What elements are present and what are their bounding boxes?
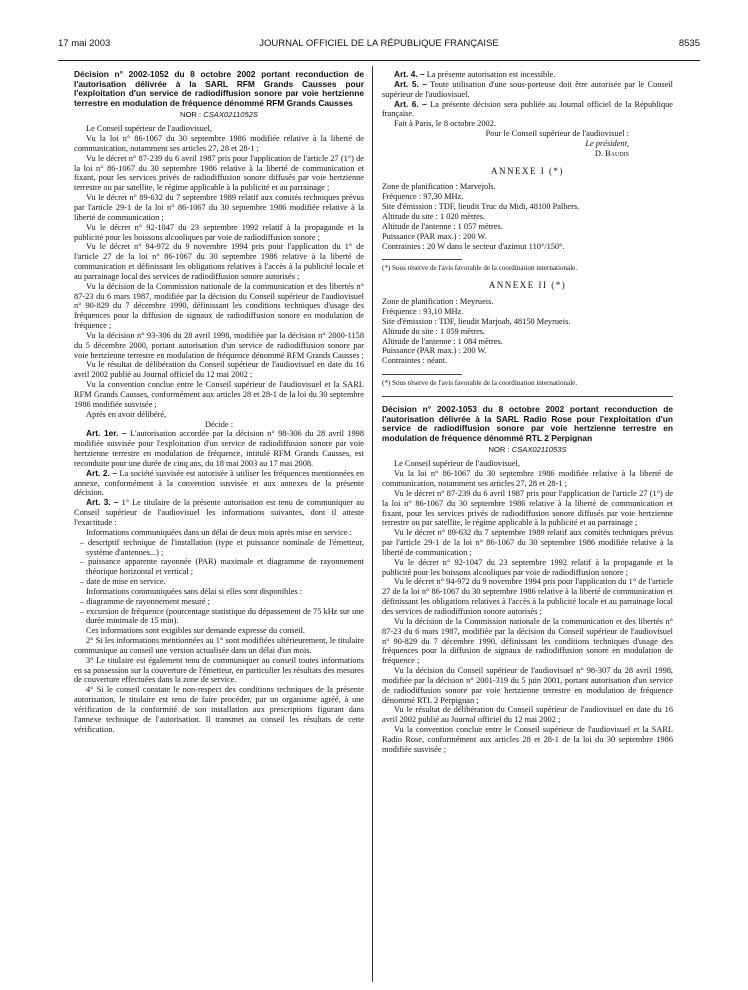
visa-paragraph: Vu le décret n° 87-239 du 6 avril 1987 pris pour l'application de l'article 27 (1°) de la loi n° 86-1067 du 30 septembre 1986 relative à la liberté de communication et fixant, pour les services privés de radiodiffusion sonore diffusés par voie hertzienne terrestre ou par satellite, le régime applicable à la publicité et au parrainage ; xyxy=(74,153,364,193)
nor-code: CSAX0211052S xyxy=(203,110,258,120)
paragraph: 3° Le titulaire est également tenu de communiquer au conseil toutes informations en sa possession sur la couverture de l'émetteur, en particulier les résultats des mesures de couverture effectuées dans la zone de service. xyxy=(74,655,364,685)
visa-paragraph: Vu le décret n° 92-1047 du 23 septembre 1992 relatif à la propagande et la publicité pour les boissons alcooliques par voie de radiodiffusion sonore ; xyxy=(382,557,673,577)
article-3 xyxy=(74,498,364,528)
header-journal-title: JOURNAL OFFICIEL DE LA RÉPUBLIQUE FRANÇAISE xyxy=(259,38,499,49)
info-heading: Informations communiquées sans délai si elles sont disponibles : xyxy=(86,586,302,596)
article-text: Toute utilisation d'une sous-porteuse doit être autorisée par le Conseil supérieur de l'audiovisuel. xyxy=(382,79,674,99)
annexe-line: Zone de planification : Marvejols. xyxy=(382,182,496,192)
paragraph: 4° Si le conseil constate le non-respect des conditions techniques de la présente autorisation, le titulaire est tenu de faire procéder, par un organisme agréé, à une vérification de la conformité de son installation aux prescriptions figurant dans l'annexe technique de l'autorisation. Il transmet au conseil les résultats de cette vérification. xyxy=(74,685,364,734)
article-label: Art. 5. – xyxy=(394,78,427,89)
decision-title: Décision n° 2002-1052 du 8 octobre 2002 portant reconduction de l'autorisation délivrée à la SARL RFM Grands Causses pour l'exploitation d'un service de radiodiffusion sonore par voie hertzienne terrestre en modulation de fréquence dénommé RFM Grands Causses xyxy=(74,69,364,108)
header-rule xyxy=(58,60,700,61)
visa-paragraph: Vu la décision du Conseil supérieur de l'audiovisuel n° 98-307 du 28 avril 1998, modifiée par la décision n° 2001-319 du 5 juin 2001, portant autorisation d'un service de radiodiffusion sonore par voie hertzienne terrestre en modulation de fréquence dénommé RTL 2 Perpignan ; xyxy=(382,666,673,705)
right-column xyxy=(382,70,673,755)
annexe-line: Puissance (PAR max.) : 200 W. xyxy=(382,231,487,241)
info-heading: Informations communiquées dans un délai de deux mois après mise en service : xyxy=(86,527,353,537)
section-divider xyxy=(382,396,673,397)
header-date: 17 mai 2003 xyxy=(58,38,111,49)
nor-label: NOR : xyxy=(180,110,202,120)
visa-paragraph: Vu la décision n° 93-306 du 28 avril 1998, modifiée par la décision n° 2000-1158 du 5 décembre 2000, portant autorisation d'un service de radiodiffusion sonore par voie hertzienne terrestre en modulation de fréquence dénommé RFM Grands Causses ; xyxy=(74,330,364,360)
visa-paragraph: Vu le décret n° 92-1047 du 23 septembre 1992 relatif à la propagande et la publicité pour les boissons alcooliques par voie de radiodiffusion sonore ; xyxy=(74,222,364,242)
annexe-line: Contraintes : 20 W dans le secteur d'azimut 110°/150°. xyxy=(382,241,565,251)
annexe-1-lines xyxy=(382,182,673,251)
annexe-line: Fréquence : 93,10 MHz. xyxy=(382,307,464,317)
nor-label: NOR : xyxy=(488,445,510,455)
article-2 xyxy=(74,469,364,499)
visa-paragraph: Vu le décret n° 89-632 du 7 septembre 1989 relatif aux comités techniques prévus par l'article 29-1 de la loi n° 86-1067 du 30 septembre 1986 modifiée relative à la liberté de communication ; xyxy=(382,528,673,557)
annexe-line: Zone de planification : Meyrueis. xyxy=(382,297,494,307)
visas-list xyxy=(74,124,364,419)
visa-paragraph: Après en avoir délibéré, xyxy=(86,409,167,419)
info-list xyxy=(74,597,364,627)
visas-list-2 xyxy=(382,459,673,754)
visa-paragraph: Vu le décret n° 94-972 du 9 novembre 1994 pris pour l'application du 1° de l'article 27 de la loi n° 86-1067 du 30 septembre 1986 relative à la liberté de communication et définissant les obligations relatives à l'accès à la publicité locale et au parrainage local des services de radiodiffusion sonore autorisés ; xyxy=(74,242,364,281)
page-header xyxy=(58,38,700,52)
visa-paragraph: Vu la loi n° 86-1067 du 30 septembre 1986 modifiée relative à la liberté de communication, notamment ses articles 27, 28 et 28-1 ; xyxy=(74,134,364,153)
nor-code: CSAX0211053S xyxy=(511,445,567,455)
closing-paragraphs xyxy=(74,626,364,734)
annexe-line: Site d'émission : TDF, lieudit Truc du Midi, 48100 Palhers. xyxy=(382,202,580,212)
visa-paragraph: Vu le décret n° 94-972 du 9 novembre 1994 pris pour l'application du 1° de l'article 27 de la loi n° 86-1067 du 30 septembre 1986 relative à la liberté de communication et définissant les obligations relatives à l'accès à la publicité locale et au parrainage local des services de radiodiffusion sonore autorisés ; xyxy=(382,577,673,616)
decide-heading: Décide : xyxy=(204,419,234,429)
annexe-line: Site d'émission : TDF, lieudit Marjoab, 48150 Meyrueis. xyxy=(382,316,571,326)
visa-paragraph: Le Conseil supérieur de l'audiovisuel, xyxy=(394,459,520,469)
signature-line: Pour le Conseil supérieur de l'audiovisuel : xyxy=(485,129,629,139)
visa-paragraph: Vu la décision de la Commission nationale de la communication et des libertés n° 87-23 du 6 mars 1987, modifiée par la décision du Conseil supérieur de l'audiovisuel n° 90-829 du 7 décembre 1990, définissant les conditions techniques d'usage des fréquences pour la diffusion de signaux de radiodiffusion sonore en modulation de fréquence ; xyxy=(74,281,364,331)
annexe-line: Altitude de l'antenne : 1 057 mètres. xyxy=(382,221,503,231)
annexe-line: Altitude du site : 1 059 mètres. xyxy=(382,326,486,336)
signature-name: D. Baudis xyxy=(594,148,629,158)
visa-paragraph: Vu la convention conclue entre le Conseil supérieur de l'audiovisuel et la SARL RFM Grands Causses, conformément aux articles 28 et 28-1 de la loi du 30 septembre 1986 modifiée susvisée ; xyxy=(74,380,364,409)
annexe-1-note: (*) Sous réserve de l'avis favorable de la coordination internationale. xyxy=(382,264,578,273)
visa-paragraph: Vu la loi n° 86-1067 du 30 septembre 1986 modifiée relative à la liberté de communication, notamment ses articles 27, 28 et 28-1 ; xyxy=(382,469,673,488)
header-page-number: 8535 xyxy=(678,38,700,49)
list-item: – puissance apparente rayonnée (PAR) maximale et diagramme de rayonnement théorique horizontal et vertical ; xyxy=(80,557,364,577)
column-separator xyxy=(372,66,373,982)
paragraph: 2° Si les informations mentionnées au 1° sont modifiées ultérieurement, le titulaire communique au conseil une version actualisée dans un délai d'un mois. xyxy=(74,636,364,655)
list-item: – descriptif technique de l'installation (type et puissance nominale de l'émetteur, système d'antennes...) ; xyxy=(80,537,364,557)
list-item: – diagramme de rayonnement mesuré ; xyxy=(80,596,210,606)
left-column xyxy=(74,70,364,735)
article-1 xyxy=(74,429,364,468)
paragraph: Ces informations sont exigibles sur demande expresse du conseil. xyxy=(86,626,305,636)
article-label: Art. 1er. – xyxy=(86,428,127,439)
article-6 xyxy=(382,100,673,120)
fait-line: Fait à Paris, le 8 octobre 2002. xyxy=(394,119,496,129)
article-5 xyxy=(382,80,673,100)
article-text: 1° Le titulaire de la présente autorisation est tenu de communiquer au Conseil supérieur de l'audiovisuel les informations suivantes, dont il atteste l'exactitude : xyxy=(74,498,364,527)
footnote-rule xyxy=(382,374,462,375)
visa-paragraph: Vu la convention conclue entre le Conseil supérieur de l'audiovisuel et la SARL Radio Rose, conformément aux articles 28 et 28-1 de la loi du 30 septembre 1986 modifiée susvisée ; xyxy=(382,725,673,754)
visa-paragraph: Vu le décret n° 87-239 du 6 avril 1987 pris pour l'application de l'article 27 (1°) de la loi n° 86-1067 du 30 septembre 1986 relative à la liberté de communication et fixant, pour les services privés de radiodiffusion sonore diffusés par voie hertzienne terrestre ou par satellite, le régime applicable à la publicité et au parrainage ; xyxy=(382,488,673,528)
visa-paragraph: Le Conseil supérieur de l'audiovisuel, xyxy=(86,124,212,134)
list-item: – date de mise en service. xyxy=(80,577,166,587)
footnote-rule xyxy=(382,259,462,260)
nor-reference xyxy=(74,110,364,120)
article-text: La présente décision sera publiée au Journal officiel de la République française. xyxy=(382,99,673,119)
annexe-line: Puissance (PAR max.) : 200 W. xyxy=(382,346,487,356)
visa-paragraph: Vu la décision de la Commission nationale de la communication et des libertés n° 87-23 du 6 mars 1987, modifiée par la décision du Conseil supérieur de l'audiovisuel n° 90-829 du 7 décembre 1990, définissant les conditions techniques d'usage des fréquences pour la diffusion de signaux de radiodiffusion sonore en modulation de fréquence ; xyxy=(382,616,673,666)
annexe-2-note: (*) Sous réserve de l'avis favorable de la coordination internationale. xyxy=(382,379,578,388)
article-label: Art. 2. – xyxy=(86,467,118,478)
info-list xyxy=(74,538,364,587)
annexe-line: Altitude du site : 1 020 mètres. xyxy=(382,211,486,221)
article-label: Art. 6. – xyxy=(394,98,427,109)
signature-role: Le président, xyxy=(585,138,629,148)
signature-title xyxy=(382,139,673,149)
article-text: La société susvisée est autorisée à utiliser les fréquences mentionnées en annexe, conformément à la convention susvisée et aux annexes de la présente décision. xyxy=(74,468,365,498)
visa-paragraph: Vu le décret n° 89-632 du 7 septembre 1989 relatif aux comités techniques prévus par l'article 29-1 de la loi n° 86-1067 du 30 septembre 1986 modifiée relative à la liberté de communication ; xyxy=(74,193,364,222)
nor-reference-2 xyxy=(382,445,673,455)
article-text: L'autorisation accordée par la décision n° 98-306 du 28 avril 1998 modifiée susvisée pour l'exploitation d'un service de radiodiffusion sonore par voie hertzienne terrestre en modulation de fréquence, intitulé RFM Grands Causses, est reconduite pour une durée de cinq ans, du 18 mai 2003 au 17 mai 2008. xyxy=(74,429,364,468)
article-label: Art. 3. – xyxy=(86,497,119,508)
visa-paragraph: Vu le résultat de délibération du Conseil supérieur de l'audiovisuel en date du 16 avril 2002 publié au Journal officiel du 12 mai 2002 ; xyxy=(382,705,673,725)
annexe-line: Fréquence : 97,30 MHz. xyxy=(382,192,464,202)
list-item: – excursion de fréquence (pourcentage statistique du dépassement de 75 kHz sur une durée minimale de 15 min). xyxy=(80,606,364,626)
article-text: La présente autorisation est incessible. xyxy=(426,70,556,79)
annexe-line: Contraintes : néant. xyxy=(382,356,448,366)
annexe-line: Altitude de l'antenne : 1 084 mètres. xyxy=(382,336,503,346)
decision-title-2: Décision n° 2002-1053 du 8 octobre 2002 portant reconduction de l'autorisation délivrée à la SARL Radio Rose pour l'exploitation d'un service de radiodiffusion sonore par voie hertzienne terrestre en modulation de fréquence dénommé RTL 2 Perpignan xyxy=(382,404,673,443)
annexe-2-lines xyxy=(382,297,673,366)
visa-paragraph: Vu le résultat de délibération du Conseil supérieur de l'audiovisuel en date du 16 avril 2002 publié au Journal officiel du 12 mai 2002 ; xyxy=(74,360,364,380)
annexe-2-heading: ANNEXE II (*) xyxy=(488,280,567,291)
annexe-1-heading: ANNEXE I (*) xyxy=(491,165,564,176)
article-label: Art. 4. – xyxy=(394,69,425,79)
